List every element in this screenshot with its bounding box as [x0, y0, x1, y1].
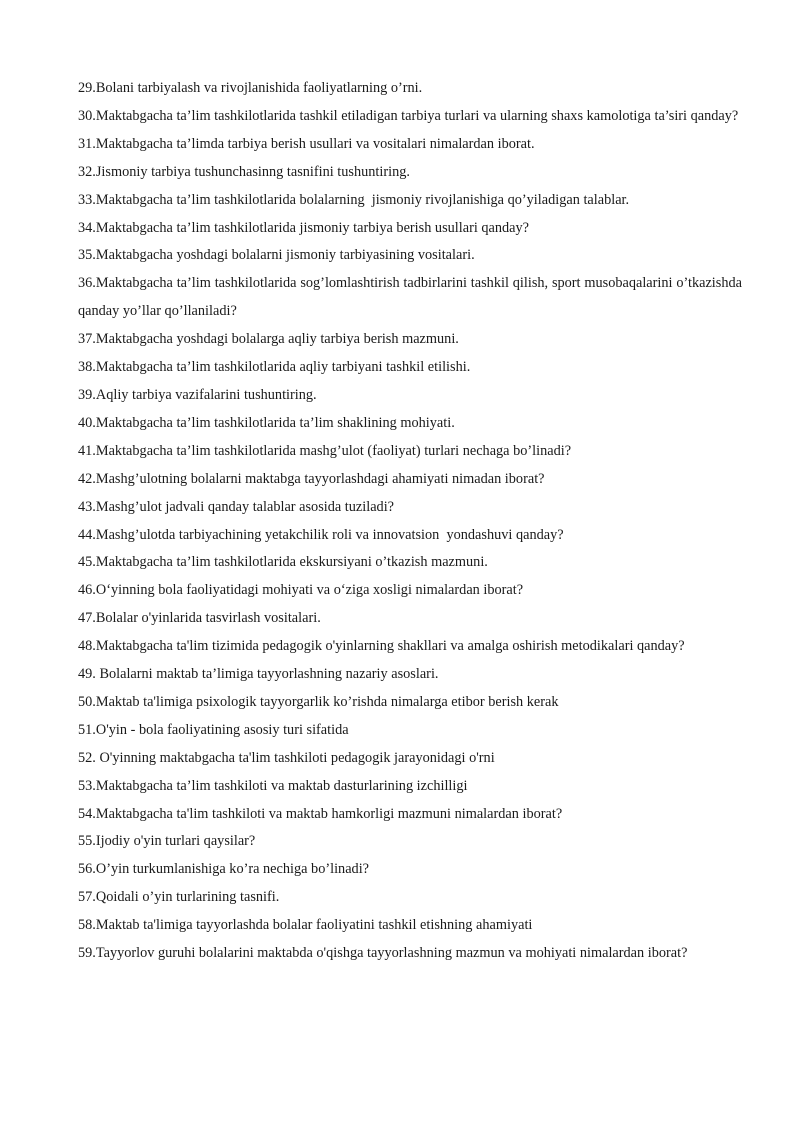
question-44: 44.Mashg’ulotda tarbiyachining yetakchilik roli va innovatsion yondashuvi qanday?	[78, 526, 564, 543]
question-55: 55.Ijodiy o'yin turlari qaysilar?	[78, 833, 256, 850]
question-47: 47.Bolalar o'yinlarida tasvirlash vositalari.	[78, 610, 321, 627]
question-54: 54.Maktabgacha ta'lim tashkiloti va maktab hamkorligi mazmuni nimalardan iborat?	[78, 805, 563, 822]
question-56: 56.O’yin turkumlanishiga ko’ra nechiga bo’linadi?	[78, 861, 370, 878]
question-30: 30.Maktabgacha ta’lim tashkilotlarida tashkil etiladigan tarbiya turlari va ularning shaxs kamolotiga ta’siri qanday?	[78, 107, 739, 124]
question-list	[78, 75, 746, 968]
question-49: 49. Bolalarni maktab ta’limiga tayyorlashning nazariy asoslari.	[78, 666, 439, 683]
question-41: 41.Maktabgacha ta’lim tashkilotlarida mashg’ulot (faoliyat) turlari nechaga bo’linadi?	[78, 442, 572, 459]
question-34: 34.Maktabgacha ta’lim tashkilotlarida jismoniy tarbiya berish usullari qanday?	[78, 219, 530, 236]
question-40: 40.Maktabgacha ta’lim tashkilotlarida ta’lim shaklining mohiyati.	[78, 414, 455, 431]
question-35: 35.Maktabgacha yoshdagi bolalarni jismoniy tarbiyasining vositalari.	[78, 247, 475, 264]
question-32: 32.Jismoniy tarbiya tushunchasinng tasnifini tushuntiring.	[78, 163, 410, 180]
question-31: 31.Maktabgacha ta’limda tarbiya berish usullari va vositalari nimalardan iborat.	[78, 135, 535, 152]
question-43: 43.Mashg’ulot jadvali qanday talablar asosida tuziladi?	[78, 498, 395, 515]
question-36: 36.Maktabgacha ta’lim tashkilotlarida sog’lomlashtirish tadbirlarini tashkil qilish, sport musobaqalarini o’tkazishda qanday yo’llar qo’llaniladi?	[78, 275, 746, 320]
question-57: 57.Qoidali o’yin turlarining tasnifi.	[78, 889, 280, 906]
question-51: 51.O'yin - bola faoliyatining asosiy turi sifatida	[78, 721, 349, 738]
question-33: 33.Maktabgacha ta’lim tashkilotlarida bolalarning jismoniy rivojlanishiga qo’yiladigan talablar.	[78, 191, 630, 208]
question-29: 29.Bolani tarbiyalash va rivojlanishida faoliyatlarning o’rni.	[78, 80, 423, 96]
question-45: 45.Maktabgacha ta’lim tashkilotlarida ekskursiyani o’tkazish mazmuni.	[78, 554, 488, 571]
question-53: 53.Maktabgacha ta’lim tashkiloti va maktab dasturlarining izchilligi	[78, 777, 468, 794]
question-39: 39.Aqliy tarbiya vazifalarini tushuntiring.	[78, 386, 317, 403]
question-38: 38.Maktabgacha ta’lim tashkilotlarida aqliy tarbiyani tashkil etilishi.	[78, 359, 471, 376]
question-42: 42.Mashg’ulotning bolalarni maktabga tayyorlashdagi ahamiyati nimadan iborat?	[78, 470, 545, 487]
question-58: 58.Maktab ta'limiga tayyorlashda bolalar faoliyatini tashkil etishning ahamiyati	[78, 917, 533, 934]
question-50: 50.Maktab ta'limiga psixologik tayyorgarlik ko’rishda nimalarga etibor berish kerak	[78, 693, 559, 710]
question-37: 37.Maktabgacha yoshdagi bolalarga aqliy tarbiya berish mazmuni.	[78, 331, 459, 348]
question-46: 46.O‘yinning bola faoliyatidagi mohiyati va o‘ziga xosligi nimalardan iborat?	[78, 582, 524, 599]
question-48: 48.Maktabgacha ta'lim tizimida pedagogik o'yinlarning shakllari va amalga oshirish metodikalari qanday?	[78, 638, 685, 655]
question-59: 59.Tayyorlov guruhi bolalarini maktabda o'qishga tayyorlashning mazmun va mohiyati nimalardan iborat?	[78, 945, 688, 962]
question-52: 52. O'yinning maktabgacha ta'lim tashkiloti pedagogik jarayonidagi o'rni	[78, 749, 495, 766]
